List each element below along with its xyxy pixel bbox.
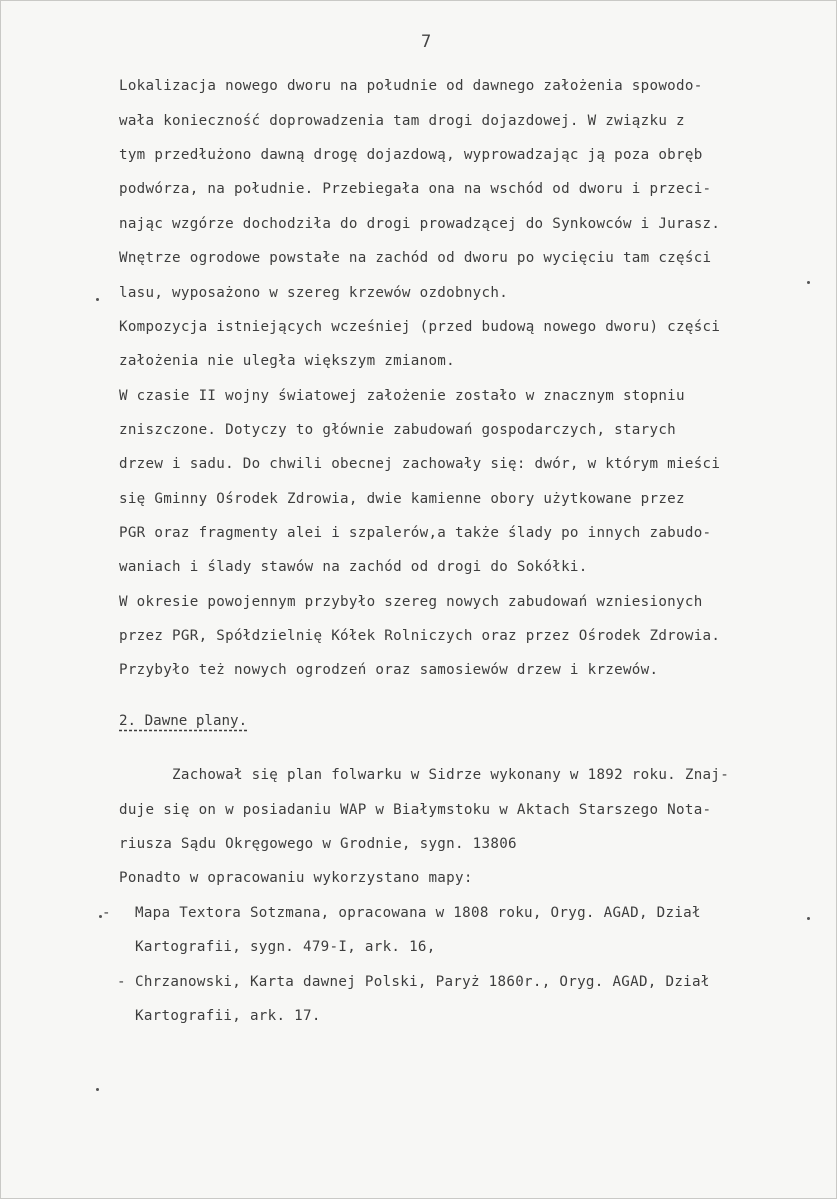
list-bullet: -	[102, 905, 111, 921]
text-line: lasu, wyposażono w szereg krzewów ozdobnych.	[119, 285, 509, 301]
text-line: przez PGR, Spółdzielnię Kółek Rolniczych oraz przez Ośrodek Zdrowia.	[119, 628, 721, 644]
list-item-line: Mapa Textora Sotzmana, opracowana w 1808 roku, Oryg. AGAD, Dział	[135, 905, 701, 921]
text-line: Zachował się plan folwarku w Sidrze wykonany w 1892 roku. Znaj-	[119, 767, 730, 783]
text-line: W okresie powojennym przybyło szereg nowych zabudowań wzniesionych	[119, 594, 703, 610]
text-line: podwórza, na południe. Przebiegała ona na wschód od dworu i przeci-	[119, 181, 712, 197]
list-bullet: -	[117, 974, 126, 990]
margin-mark	[807, 917, 810, 920]
text-line: drzew i sadu. Do chwili obecnej zachowały się: dwór, w którym mieści	[119, 456, 721, 472]
text-line: założenia nie uległa większym zmianom.	[119, 353, 455, 369]
text-line: Przybyło też nowych ogrodzeń oraz samosiewów drzew i krzewów.	[119, 662, 659, 678]
list-item-line: Kartografii, sygn. 479-I, ark. 16,	[135, 939, 436, 955]
text-line: zniszczone. Dotyczy to głównie zabudowań gospodarczych, starych	[119, 422, 677, 438]
text-line: Ponadto w opracowaniu wykorzystano mapy:	[119, 870, 473, 886]
margin-mark	[96, 1088, 99, 1091]
list-item-line: Chrzanowski, Karta dawnej Polski, Paryż 1860r., Oryg. AGAD, Dział	[135, 974, 710, 990]
page-number: 7	[421, 32, 432, 52]
list-item-line: Kartografii, ark. 17.	[135, 1008, 321, 1024]
text-line: Kompozycja istniejących wcześniej (przed budową nowego dworu) części	[119, 319, 721, 335]
margin-mark	[99, 915, 102, 918]
section-heading: 2. Dawne plany.	[119, 713, 248, 729]
text-line: się Gminny Ośrodek Zdrowia, dwie kamienne obory użytkowane przez	[119, 491, 685, 507]
text-line: wała konieczność doprowadzenia tam drogi dojazdowej. W związku z	[119, 113, 685, 129]
text-line: PGR oraz fragmenty alei i szpalerów,a także ślady po innych zabudo-	[119, 525, 712, 541]
text-line: duje się on w posiadaniu WAP w Białymstoku w Aktach Starszego Nota-	[119, 802, 712, 818]
margin-mark	[96, 298, 99, 301]
text-line: Wnętrze ogrodowe powstałe na zachód od dworu po wycięciu tam części	[119, 250, 712, 266]
text-line: tym przedłużono dawną drogę dojazdową, wyprowadzając ją poza obręb	[119, 147, 703, 163]
text-line: Lokalizacja nowego dworu na południe od dawnego założenia spowodo-	[119, 78, 703, 94]
margin-mark	[807, 281, 810, 284]
text-line: W czasie II wojny światowej założenie zostało w znacznym stopniu	[119, 388, 685, 404]
text-line: waniach i ślady stawów na zachód od drogi do Sokółki.	[119, 559, 588, 575]
text-line: riusza Sądu Okręgowego w Grodnie, sygn. 13806	[119, 836, 517, 852]
text-line: nając wzgórze dochodziła do drogi prowadzącej do Synkowców i Jurasz.	[119, 216, 721, 232]
